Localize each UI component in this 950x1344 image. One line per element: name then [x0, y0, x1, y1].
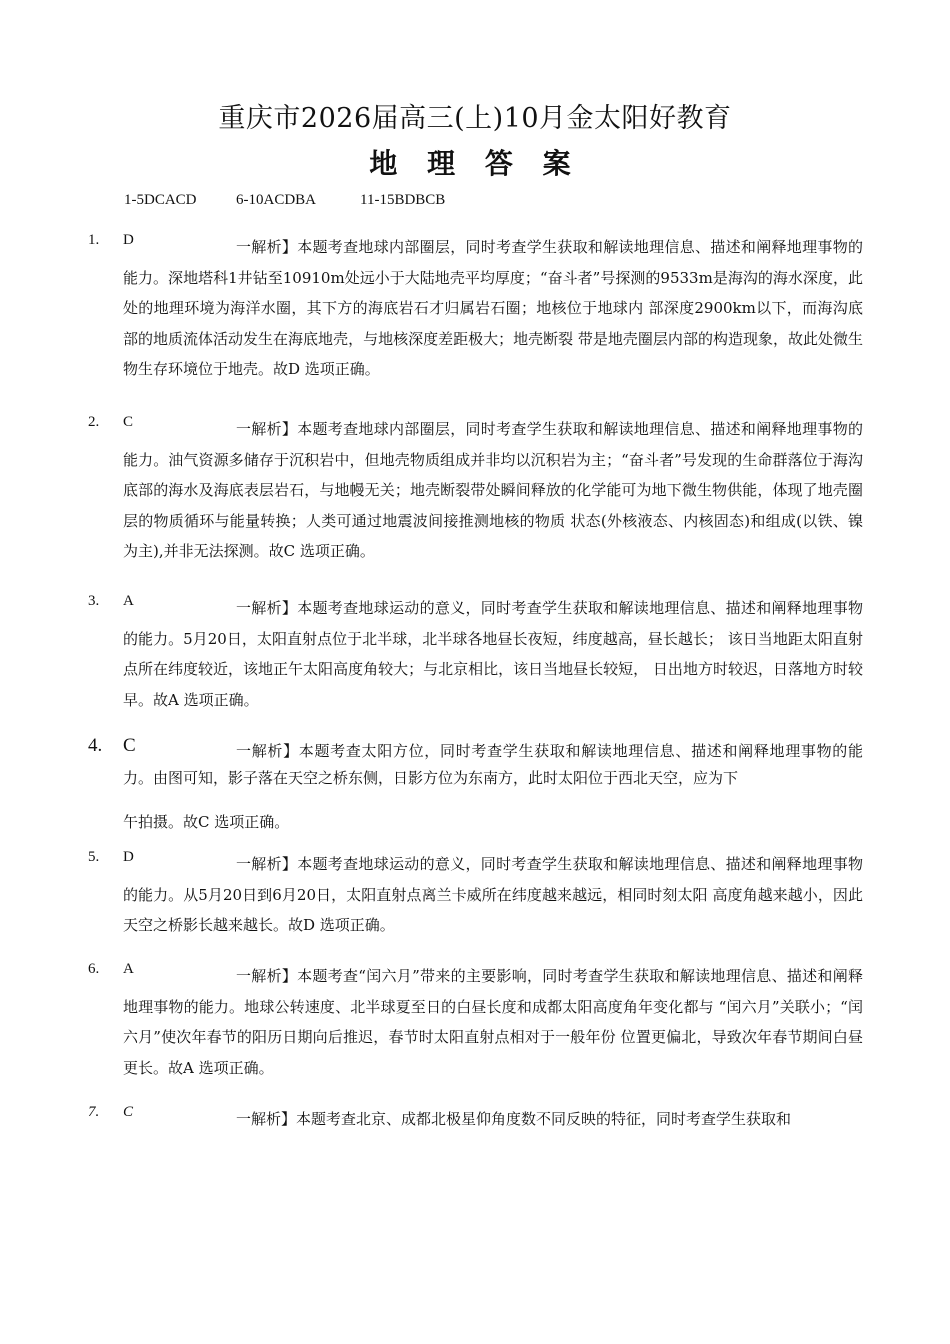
- question-answer: A: [123, 593, 134, 609]
- question-7: [88, 1104, 863, 1135]
- question-number: 4.: [88, 735, 103, 756]
- question-number: 7.: [88, 1104, 100, 1120]
- answer-key-6-10: 6-10ACDBA: [236, 192, 317, 208]
- answer-key-11-15: 11-15BDBCB: [360, 192, 446, 208]
- question-1: [88, 232, 863, 385]
- question-number: 3.: [88, 593, 100, 609]
- answer-key-1-5: 1-5DCACD: [124, 192, 197, 208]
- question-analysis: 一解析】本题考查地球运动的意义，同时考查学生获取和解读地理信息、描述和阐释地理事物的能力。5月20日，太阳直射点位于北半球，北半球各地昼长夜短，纬度越高，昼长越长； 该日当地距太阳直射点所在纬度较近，该地正午太阳高度角较大；与北京相比，该日当地昼长较短， 日出地方时较迟，日落地方时较早。故A 选项正确。: [123, 599, 863, 709]
- question-3: [88, 593, 863, 715]
- question-number: 2.: [88, 414, 100, 430]
- question-answer: C: [123, 735, 136, 756]
- question-analysis: 一解析】本题考查“闰六月”带来的主要影响，同时考查学生获取和解读地理信息、描述和阐释地理事物的能力。地球公转速度、北半球夏至日的白昼长度和成都太阳高度角年变化都与 “闰六月”关联小；“闰六月”使次年春节的阳历日期向后推迟，春节时太阳直射点相对于一般年份 位置更偏北，导致次年春节期间白昼更长。故A 选项正确。: [123, 967, 863, 1077]
- document-title: 重庆市2026届高三(上)10月金太阳好教育: [218, 103, 732, 134]
- question-answer: D: [123, 849, 134, 865]
- question-number: 5.: [88, 849, 100, 865]
- question-number: 6.: [88, 961, 100, 977]
- question-answer: C: [123, 414, 134, 430]
- question-analysis-conclusion: 午拍摄。故C 选项正确。: [123, 813, 290, 831]
- question-4: [88, 735, 863, 836]
- question-answer: C: [123, 1104, 134, 1120]
- question-2: [88, 414, 863, 567]
- question-analysis: 一解析】本题考查北京、成都北极星仰角度数不同反映的特征，同时考查学生获取和: [236, 1110, 792, 1128]
- question-analysis: 一解析】本题考查地球内部圈层，同时考查学生获取和解读地理信息、描述和阐释地理事物的能力。油气资源多储存于沉积岩中，但地壳物质组成并非均以沉积岩为主；“奋斗者”号发现的生命群落位于海沟底部的海水及海底表层岩石，与地幔无关；地壳断裂带处瞬间释放的化学能可为地下微生物供能，体现了地壳圈层的物质循环与能量转换；人类可通过地震波间接推测地核的物质 状态(外核液态、内核固态)和组成(以铁、镍为主),并非无法探测。故C 选项正确。: [123, 420, 863, 560]
- subject-title: 地 理 答 案: [369, 147, 581, 180]
- question-analysis: 一解析】本题考查太阳方位，同时考查学生获取和解读地理信息、描述和阐释地理事物的能力。由图可知，影子落在天空之桥东侧，日影方位为东南方，此时太阳位于西北天空，应为下: [123, 742, 863, 787]
- question-6: [88, 961, 863, 1083]
- question-number: 1.: [88, 232, 100, 248]
- question-analysis: 一解析】本题考查地球运动的意义，同时考查学生获取和解读地理信息、描述和阐释地理事物的能力。从5月20日到6月20日，太阳直射点离兰卡威所在纬度越来越远，相同时刻太阳 高度角越来越小，因此天空之桥影长越来越长。故D 选项正确。: [123, 855, 863, 934]
- question-answer: D: [123, 232, 134, 248]
- question-answer: A: [123, 961, 134, 977]
- question-5: [88, 849, 863, 941]
- question-analysis: 一解析】本题考查地球内部圈层，同时考查学生获取和解读地理信息、描述和阐释地理事物的能力。深地塔科1井钻至10910m处远小于大陆地壳平均厚度；“奋斗者”号探测的9533m是海沟的海水深度，此处的地理环境为海洋水圈，其下方的海底岩石才归属岩石圈；地核位于地球内 部深度2900km以下，而海沟底部的地质流体活动发生在海底地壳，与地核深度差距极大；地壳断裂 带是地壳圈层内部的构造现象，故此处微生物生存环境位于地壳。故D 选项正确。: [123, 238, 863, 378]
- answer-key-summary: [124, 192, 445, 209]
